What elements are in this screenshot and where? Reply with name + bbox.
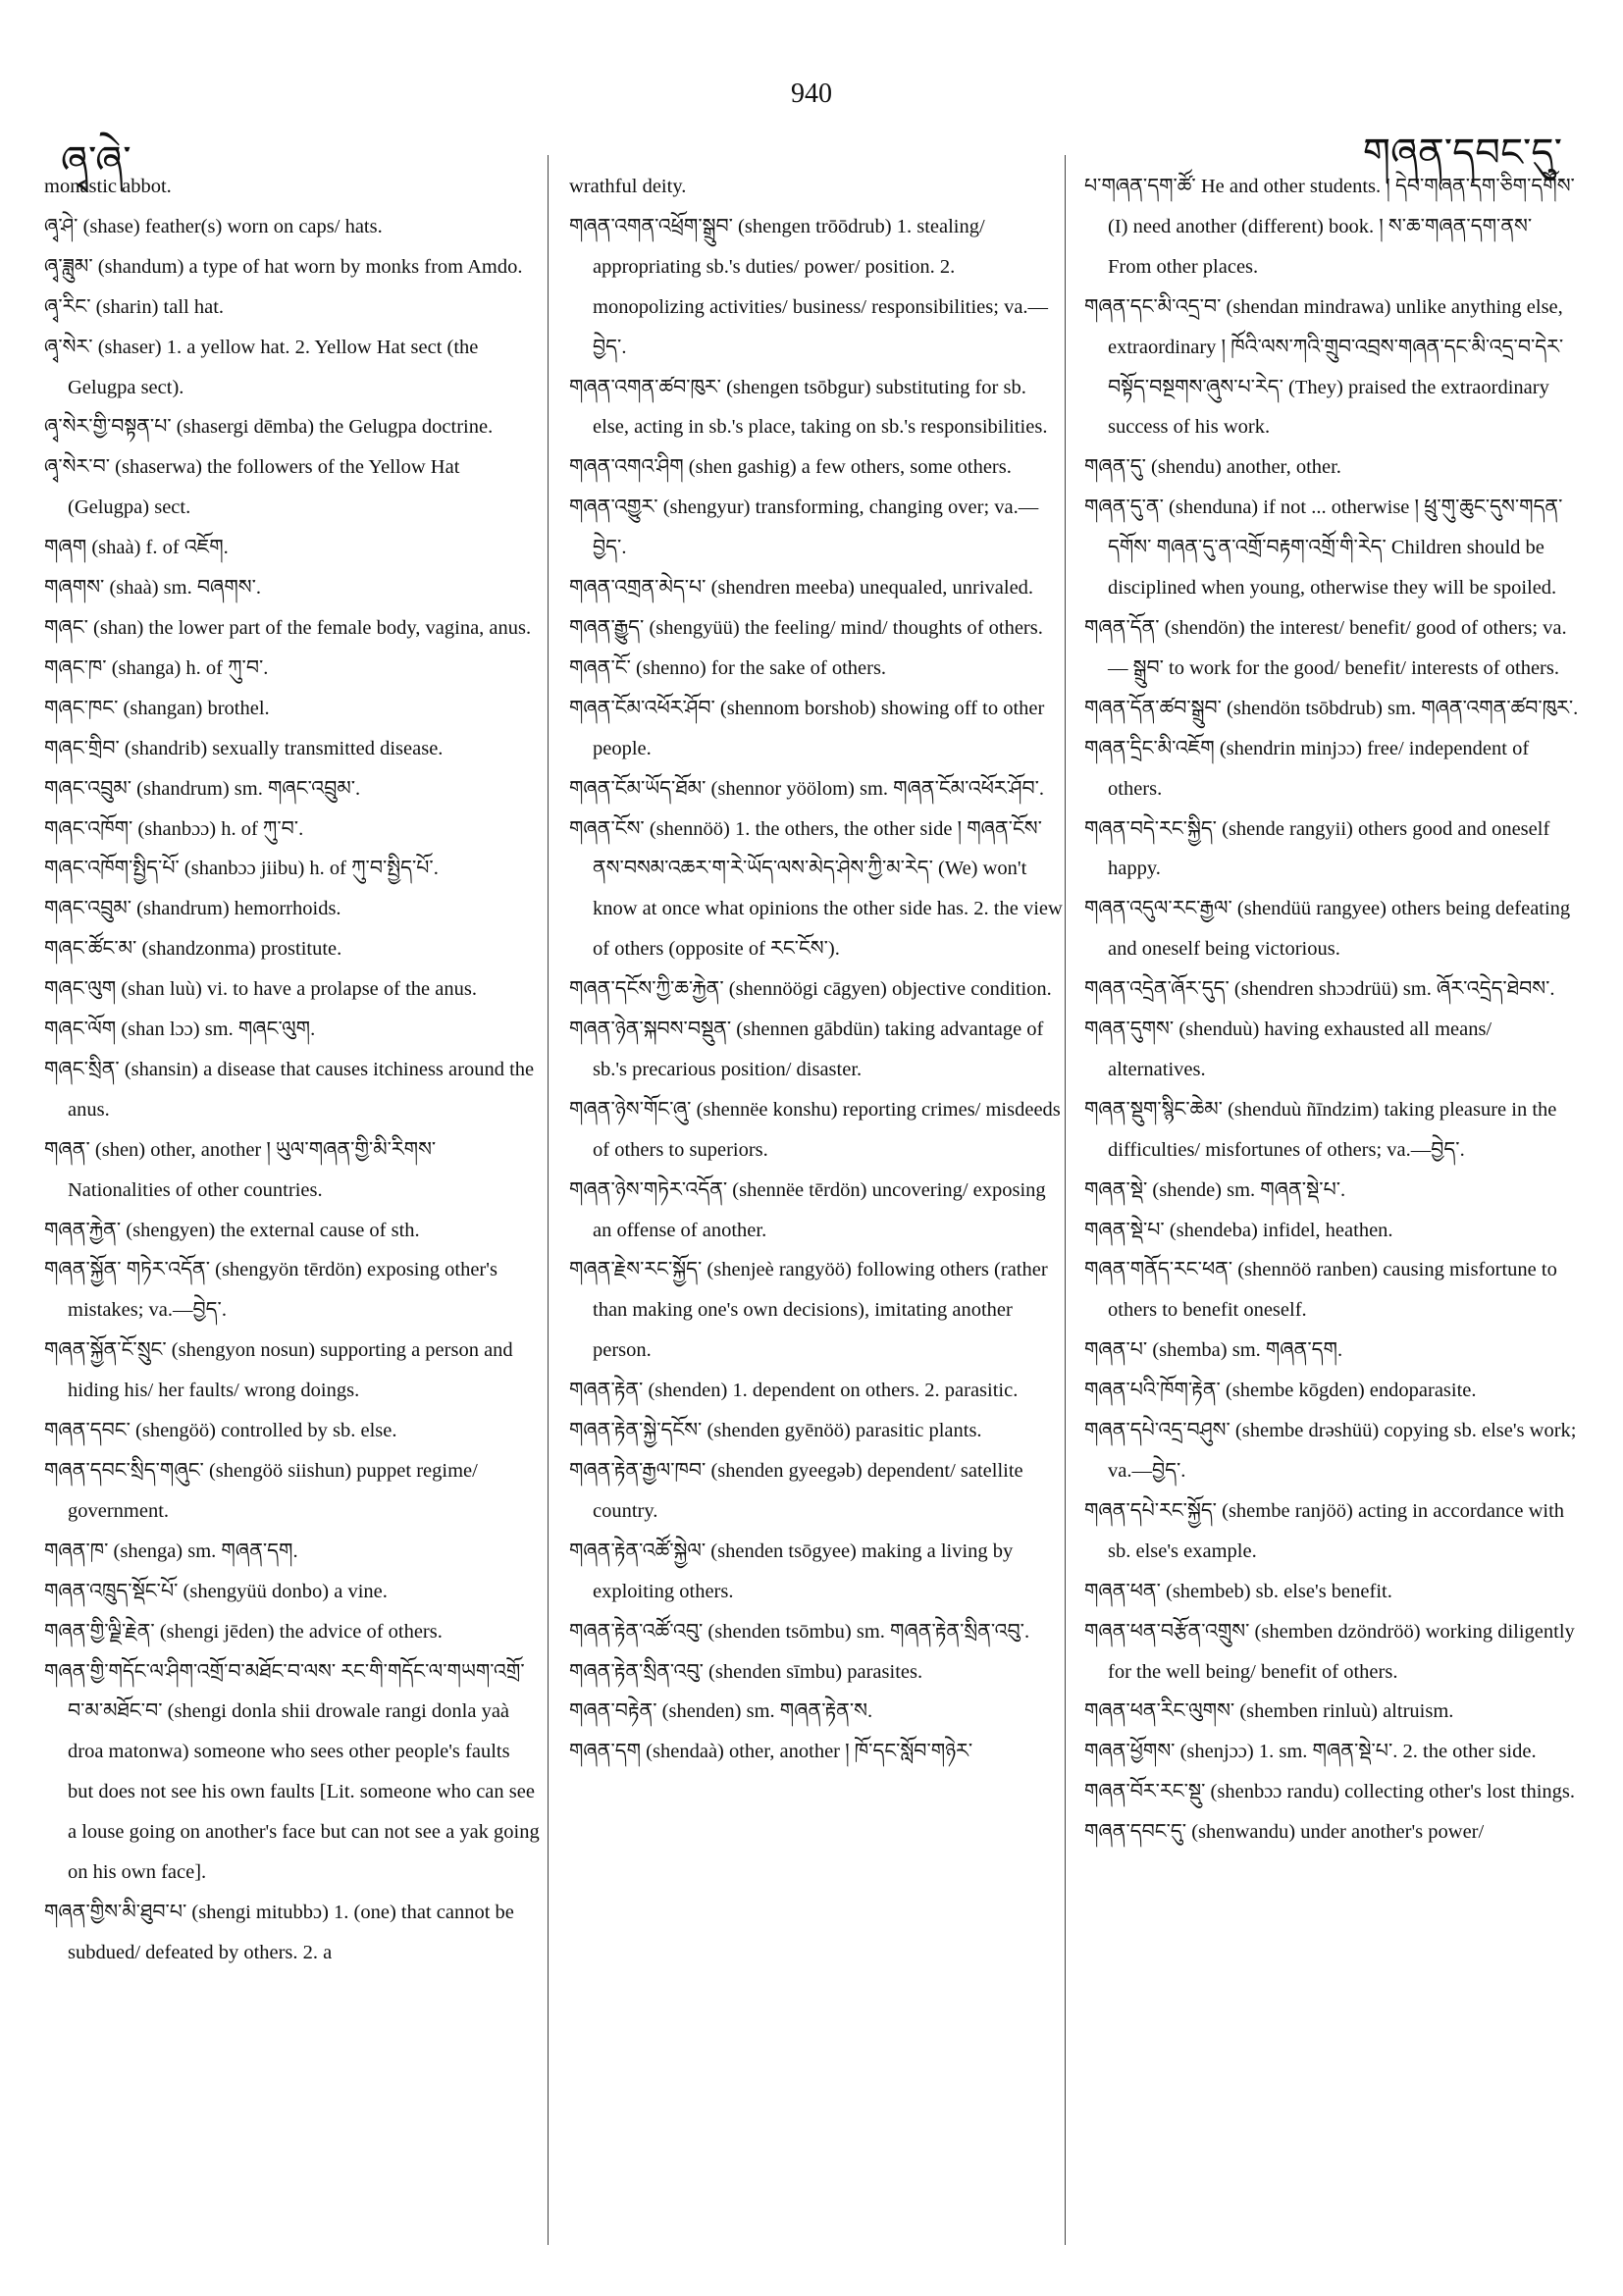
dictionary-entry: གཞན་ཕན་རིང་ལུགས་ (shemben rinluù) altruism. (1084, 1700, 1454, 1723)
dictionary-entry: གཞག (shaà) f. of འཇོག. (44, 537, 229, 559)
column-left (44, 167, 540, 1973)
dictionary-entry: གཞང་ཁ་ (shanga) h. of ཀུ་བ་. (44, 656, 269, 679)
dictionary-entry: ཞྭ་སེར་གྱི་བསྟན་པ་ (shasergi dēmba) the Gelugpa doctrine. (44, 416, 494, 439)
dictionary-entry: གཞན་གྱི་ལྗི་རྗེན་ (shengi jēden) the advice of others. (44, 1620, 443, 1643)
dictionary-entry: གཞན་དུགས་ (shenduù) having exhausted all means/ alternatives. (1084, 1018, 1492, 1080)
dictionary-entry: ཞྭ་སེར་ (shaser) 1. a yellow hat. 2. Yellow Hat sect (the Gelugpa sect). (44, 336, 479, 398)
dictionary-entry: གཞན་དབང་དུ་ (shenwandu) under another's power/ (1084, 1821, 1485, 1844)
dictionary-entry: གཞན་དོན་ཚབ་སྒྲུབ་ (shendön tsōbdrub) sm. གཞན་འགན་ཚབ་ཁུར་. (1084, 697, 1579, 719)
dictionary-entry: གཞན་པའི་ཁོག་རྟེན་ (shembe kōgden) endoparasite. (1084, 1380, 1477, 1402)
dictionary-entry: གཞན་ངོམ་འཕོར་ཤོབ་ (shennom borshob) showing off to other people. (569, 697, 1045, 759)
column-middle (569, 167, 1065, 1772)
dictionary-entry: གཞན་སྡུག་སྙིང་ཆེམ་ (shenduù ñīndzim) taking pleasure in the difficulties/ misfortunes of others; va.—བྱེད་. (1084, 1098, 1557, 1161)
dictionary-entry: གཞན་རྟེན་རྒྱལ་ཁབ་ (shenden gyeegəb) dependent/ satellite country. (569, 1460, 1023, 1522)
dictionary-entry: གཞན་རྗེས་རང་སྐྱོད་ (shenjeè rangyöö) following others (rather than making one's own decisions), imitating another person. (569, 1259, 1048, 1362)
dictionary-entry: གཞང་འབྲུམ་ (shandrum) hemorrhoids. (44, 898, 341, 920)
dictionary-entry: གཞང་ (shan) the lower part of the female body, vagina, anus. (44, 616, 532, 639)
page-footer-margin (0, 2271, 1623, 2296)
column-right (1084, 167, 1580, 1852)
dictionary-entry: གཞན་ཉེས་གོང་ཞུ་ (shennëe konshu) reporting crimes/ misdeeds of others to superiors. (569, 1098, 1061, 1161)
dictionary-entry: གཞན་འདྲེན་ཞོར་དུད་ (shendren shɔɔdrüü) sm. ཞོར་འདྲེད་ཐེབས་. (1084, 978, 1555, 1001)
dictionary-entry: གཞན་བདེ་རང་སྐྱིད་ (shende rangyii) others good and oneself happy. (1084, 817, 1550, 880)
page-number: 940 (791, 78, 832, 109)
dictionary-entry: གཞན་དང་མི་འདྲ་བ་ (shendan mindrawa) unlike anything else, extraordinary ། ཁོའི་ལས་ཀའི་གྲུབ་འབྲས་གཞན་དང་མི་འདྲ་བ་དེར་བསྟོད་བསྔགས་ཞུས་པ་རེད་ (They) praised the extraordinary success of his work. (1084, 295, 1564, 439)
dictionary-entry: གཞགས་ (shaà) sm. བཞགས་. (44, 577, 262, 600)
dictionary-entry: གཞན་འཁྲུད་སྡོང་པོ་ (shengyüü donbo) a vine. (44, 1580, 388, 1602)
dictionary-entry: གཞང་འབྲུམ་ (shandrum) sm. གཞང་འབྲུམ་. (44, 777, 361, 800)
dictionary-entry: གཞན་དྲིང་མི་འཇོག (shendrin minjɔɔ) free/ independent of others. (1084, 737, 1530, 800)
dictionary-entry: གཞང་སྲིན་ (shansin) a disease that causes itchiness around the anus. (44, 1058, 535, 1121)
dictionary-entry: གཞང་འཁོག་ (shanbɔɔ) h. of ཀུ་བ་. (44, 817, 304, 840)
dictionary-entry: གཞན་དབང་སྲིད་གཞུང་ (shengöö siishun) puppet regime/ government. (44, 1460, 478, 1522)
dictionary-entry: པ་གཞན་དག་ཚོ་ He and other students. ། དེབ་གཞན་དག་ཅིག་དགོས་ (I) need another (different) book. ། ས་ཆ་གཞན་དག་ནས་ From other places. (1084, 176, 1575, 278)
dictionary-entry: གཞན་དངོས་ཀྱི་ཆ་རྐྱེན་ (shennöögi cāgyen) objective condition. (569, 978, 1052, 1001)
dictionary-entry: གཞང་གྲིབ་ (shandrib) sexually transmitted disease. (44, 737, 444, 759)
column-divider-right (1065, 155, 1066, 2245)
dictionary-entry: ཞྭ་ཟླུམ་ (shandum) a type of hat worn by monks from Amdo. (44, 255, 523, 278)
dictionary-entry: གཞན་རྟེན་འཚོ་འབུ་ (shenden tsōmbu) sm. གཞན་རྟེན་སྲིན་འབུ་. (569, 1620, 1030, 1643)
dictionary-entry: གཞན་འགྱུར་ (shengyur) transforming, changing over; va.—བྱེད་. (569, 496, 1039, 559)
dictionary-entry: གཞན་གནོད་རང་ཕན་ (shennöö ranben) causing misfortune to others to benefit oneself. (1084, 1259, 1557, 1322)
dictionary-entry: གཞན་རྐྱེན་ (shengyen) the external cause of sth. (44, 1219, 420, 1241)
column-divider-left (548, 155, 549, 2245)
dictionary-entry: གཞང་ལུག (shan luù) vi. to have a prolapse of the anus. (44, 978, 477, 1001)
dictionary-entry: གཞན་ཁ་ (shenga) sm. གཞན་དག. (44, 1539, 298, 1562)
dictionary-entry: གཞན་དཔེ་རང་སྐྱོད་ (shembe ranjöö) acting in accordance with sb. else's example. (1084, 1499, 1565, 1562)
dictionary-entry: གཞང་ཁང་ (shangan) brothel. (44, 697, 270, 719)
page-header (0, 0, 1623, 183)
dictionary-entry: གཞན་ (shen) other, another ། ཡུལ་གཞན་གྱི་མི་རིགས་ Nationalities of other countries. (44, 1138, 437, 1201)
dictionary-entry: wrathful deity. (569, 176, 687, 197)
dictionary-entry: གཞན་ངོས་ (shennöö) 1. the others, the other side ། གཞན་ངོས་ནས་བསམ་འཆར་ག་རེ་ཡོད་ལས་མེད་ཤེས་ཀྱི་མ་རེད་ (We) won't know at once what opinions the other side has. 2. the view of others (opposite of རང་ངོས་). (569, 817, 1063, 961)
dictionary-entry: གཞན་གྱི་གདོང་ལ་ཤིག་འགྲོ་བ་མཐོང་བ་ལས་ རང་གི་གདོང་ལ་གཡག་འགྲོ་བ་མ་མཐོང་བ་ (shengi donla shii drowale rangi donla yaà droa matonwa) someone who sees other people's faults but does not see his own faults [Lit. someone who can see a louse going on another's face but can not see a yak going on his own face]. (44, 1660, 540, 1884)
dictionary-entry: གཞན་འདུལ་རང་རྒྱལ་ (shendüü rangyee) others being defeating and oneself being victorious. (1084, 898, 1571, 961)
dictionary-entry: གཞང་ལོག (shan lɔɔ) sm. གཞང་ལུག. (44, 1018, 316, 1041)
dictionary-entry: གཞན་འགན་འཕྲོག་སྒྲུབ་ (shengen trōōdrub) 1. stealing/ appropriating sb.'s duties/ power/ position. 2. monopolizing activities/ business/ responsibilities; va.—བྱེད་. (569, 215, 1049, 358)
dictionary-entry: གཞན་དཔེ་འདྲ་བཤུས་ (shembe drəshüü) copying sb. else's work; va.—བྱེད་. (1084, 1420, 1577, 1482)
dictionary-entry: གཞན་བརྟེན་ (shenden) sm. གཞན་རྟེན་ས. (569, 1700, 873, 1723)
dictionary-entry: གཞན་འགྲན་མེད་པ་ (shendren meeba) unequaled, unrivaled. (569, 577, 1034, 600)
dictionary-entry: གཞན་རྟེན་ (shenden) 1. dependent on others. 2. parasitic. (569, 1380, 1019, 1402)
dictionary-entry: གཞན་ཉེས་གཏེར་འདོན་ (shennëe tērdön) uncovering/ exposing an offense of another. (569, 1178, 1046, 1241)
dictionary-entry: གཞན་དུ་ (shendu) another, other. (1084, 456, 1341, 479)
dictionary-entry: གཞན་ཕྱོགས་ (shenjɔɔ) 1. sm. གཞན་སྡེ་པ་. 2. the other side. (1084, 1741, 1537, 1763)
dictionary-entry: monastic abbot. (44, 176, 172, 197)
dictionary-entry: ཞྭ་སེར་བ་ (shaserwa) the followers of the Yellow Hat (Gelugpa) sect. (44, 456, 460, 519)
dictionary-entry: གཞན་དབང་ (shengöö) controlled by sb. else. (44, 1420, 397, 1442)
dictionary-entry: གཞན་སྡེ་ (shende) sm. གཞན་སྡེ་པ་. (1084, 1178, 1346, 1201)
dictionary-entry: གཞན་སྐྱོན་ངོ་སྲུང་ (shengyon nosun) supporting a person and hiding his/ her faults/ wrong doings. (44, 1339, 513, 1402)
dictionary-entry: གཞན་དག (shendaà) other, another ། ཁོ་དང་སློབ་གཉེར་ (569, 1741, 973, 1763)
dictionary-entry: གཞན་རྒྱུད་ (shengyüü) the feeling/ mind/ thoughts of others. (569, 616, 1043, 639)
dictionary-entry: གཞན་སྐྱོན་ གཏེར་འདོན་ (shengyön tērdön) exposing other's mistakes; va.—བྱེད་. (44, 1259, 497, 1322)
dictionary-entry: གཞན་དུ་ན་ (shenduna) if not ... otherwise ། ཕྲུ་གུ་ཆུང་དུས་གདན་དགོས་ གཞན་དུ་ན་འགྲོ་བརྟག་འགྲོ་གི་རེད་ Children should be disciplined when young, otherwise they will be spoiled. (1084, 496, 1563, 600)
dictionary-entry: གཞན་གྱིས་མི་ཐུབ་པ་ (shengi mitubbɔ) 1. (one) that cannot be subdued/ defeated by others. 2. a (44, 1901, 514, 1963)
dictionary-entry: གཞན་རྟེན་སྐྱེ་དངོས་ (shenden gyēnöö) parasitic plants. (569, 1420, 982, 1442)
dictionary-entry: གཞན་ཕན་ (shembeb) sb. else's benefit. (1084, 1580, 1392, 1602)
dictionary-entry: གཞན་པ་ (shemba) sm. གཞན་དག. (1084, 1339, 1343, 1362)
dictionary-entry: གཞན་ངོ་ (shenno) for the sake of others. (569, 656, 887, 679)
dictionary-entry: གཞན་སྡེ་པ་ (shendeba) infidel, heathen. (1084, 1219, 1393, 1241)
dictionary-entry: གཞན་ཉེན་སྐབས་བསྡུན་ (shennen gābdün) taking advantage of sb.'s precarious position/ disaster. (569, 1018, 1044, 1080)
dictionary-entry: གཞན་རྟེན་སྲིན་འབུ་ (shenden sīmbu) parasites. (569, 1660, 923, 1683)
dictionary-entry: གཞན་བོར་རང་སྡུ་ (shenbɔɔ randu) collecting other's lost things. (1084, 1781, 1575, 1803)
dictionary-entry: གཞན་འགའ་ཤིག (shen gashig) a few others, some others. (569, 456, 1012, 479)
guide-word-right: གཞན་དབང་དུ་ (1362, 130, 1562, 176)
dictionary-entry: གཞན་དོན་ (shendön) the interest/ benefit/ good of others; va.— སྒྲུབ་ to work for the good/ benefit/ interests of others. (1084, 616, 1567, 679)
dictionary-entry: གཞན་ཕན་བརྩོན་འགྲུས་ (shemben dzöndröö) working diligently for the well being/ benefit of others. (1084, 1620, 1575, 1683)
dictionary-entry: གཞན་འགན་ཚབ་ཁུར་ (shengen tsōbgur) substituting for sb. else, acting in sb.'s place, taking on sb.'s responsibilities. (569, 376, 1048, 439)
dictionary-entry: ཞྭ་ཤེ་ (shase) feather(s) worn on caps/ hats. (44, 215, 383, 237)
guide-word-left: ཞྭ་ཞེ་ (61, 138, 131, 183)
dictionary-entry: གཞན་རྟེན་འཚོ་སྐྱེལ་ (shenden tsōgyee) making a living by exploiting others. (569, 1539, 1014, 1602)
dictionary-entry: གཞན་ངོམ་ཡོད་ཐོམ་ (shennor yöölom) sm. གཞན་ངོམ་འཕོར་ཤོབ་. (569, 777, 1045, 800)
dictionary-entry: ཞྭ་རིང་ (sharin) tall hat. (44, 295, 225, 318)
dictionary-entry: གཞང་འཁོག་སྤྱིད་པོ་ (shanbɔɔ jiibu) h. of ཀུ་བ་སྤྱིད་པོ་. (44, 858, 439, 880)
dictionary-entry: གཞང་ཚོང་མ་ (shandzonma) prostitute. (44, 938, 342, 961)
